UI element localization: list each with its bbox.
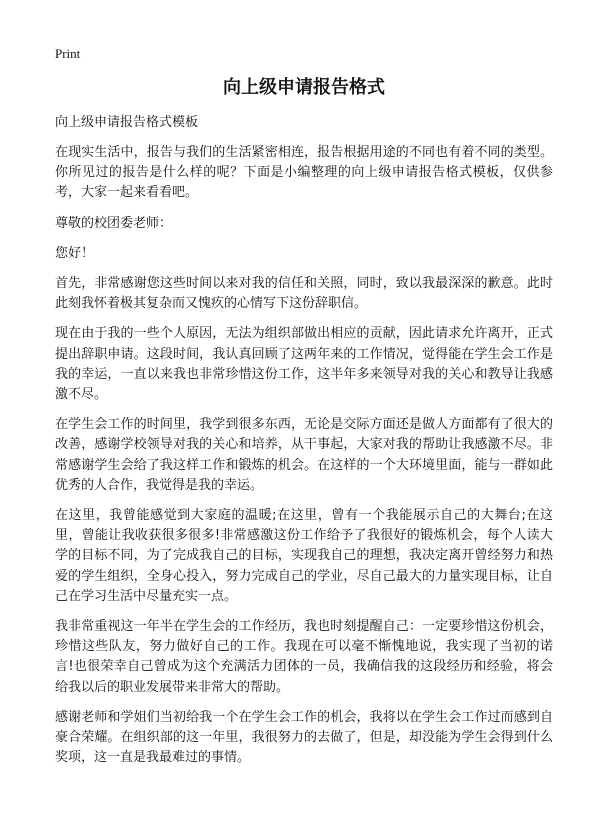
body-paragraph: 在学生会工作的时间里，我学到很多东西，无论是交际方面还是做人方面都有了很大的改善，感谢学校领导对我的关心和培养，从干事起，大家对我的帮助让我感激不尽。非常感谢学生会给了我这样工作和锻炼的机会。在这样的一个大环境里面，能与一群如此优秀的人合作，我觉得是我的幸运。 (55, 417, 553, 493)
document-subtitle: 向上级申请报告格式模板 (55, 115, 199, 130)
intro-paragraph: 在现实生活中，报告与我们的生活紧密相连，报告根据用途的不同也有着不同的类型。你所见过的报告是什么样的呢？下面是小编整理的向上级申请报告格式模板，仅供参考，大家一起来看看吧。 (55, 145, 553, 201)
print-link[interactable]: Print (55, 46, 81, 61)
greeting: 您好！ (55, 245, 95, 261)
document-body (55, 76, 553, 778)
body-paragraph: 现在由于我的一些个人原因，无法为组织部做出相应的贡献，因此请求允许离开，正式提出辞职申请。这段时间，我认真回顾了这两年来的工作情况，觉得能在学生会工作是我的幸运，一直以来我也非常珍惜这份工作，这半年多来领导对我的关心和教导让我感激不尽。 (55, 326, 553, 403)
body-paragraph: 首先，非常感谢您这些时间以来对我的信任和关照，同时，致以我最深深的歉意。此时此刻我怀着极其复杂而又愧疚的心情写下这份辞职信。 (55, 276, 553, 312)
body-paragraph: 在这里，我曾能感觉到大家庭的温暖;在这里，曾有一个我能展示自己的大舞台;在这里，曾能让我收获很多很多!非常感激这份工作给予了我很好的锻炼机会，每个人读大学的目标不同，为了完成我自己的目标，实现我自己的理想，我决定离开曾经努力和热爱的学生组织，全身心投入，努力完成自己的学业，尽自己最大的力量实现目标，让自己在学习生活中尽量充实一点。 (55, 508, 553, 604)
page-title: 向上级申请报告格式 (223, 77, 385, 98)
body-paragraph: 感谢老师和学姐们当初给我一个在学生会工作的机会，我将以在学生会工作过而感到自豪合荣耀。在组织部的这一年里，我很努力的去做了，但是，却没能为学生会得到什么奖项，这一直是我最难过的事情。 (55, 709, 553, 766)
salutation: 尊敬的校团委老师： (55, 215, 173, 231)
body-paragraph: 我非常重视这一年半在学生会的工作经历，我也时刻提醒自己：一定要珍惜这份机会，珍惜这些队友，努力做好自己的工作。我现在可以毫不惭愧地说，我实现了当初的诺言!也很荣幸自己曾成为这个充满活力团体的一员，我确信我的这段经历和经验，将会给我以后的职业发展带来非常大的帮助。 (55, 619, 553, 695)
